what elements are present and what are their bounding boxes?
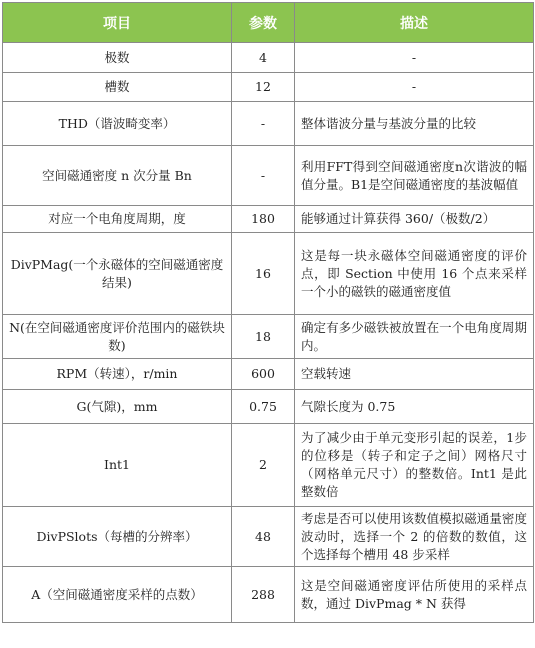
row-name: 槽数 [3, 73, 232, 102]
row-description: 利用FFT得到空间磁通密度n次谐波的幅值分量。B1是空间磁通密度的基波幅值 [295, 146, 534, 206]
row-description: 这是每一块永磁体空间磁通密度的评价点，即 Section 中使用 16 个点来采样一个小的磁铁的磁通密度值 [295, 233, 534, 315]
row-description: 考虑是否可以使用该数值模拟磁通量密度波动时，选择一个 2 的倍数的数值，这个选择每个槽用 48 步采样 [295, 507, 534, 567]
header-item: 项目 [3, 3, 232, 43]
row-name: DivPSlots（每槽的分辨率） [3, 507, 232, 567]
row-name: 空间磁通密度 n 次分量 Bn [3, 146, 232, 206]
row-value: 4 [232, 43, 295, 73]
row-name: Int1 [3, 424, 232, 507]
table-row [3, 359, 534, 390]
row-name: DivPMag(一个永磁体的空间磁通密度结果) [3, 233, 232, 315]
table-row [3, 390, 534, 424]
row-value: 18 [232, 315, 295, 359]
row-name: A（空间磁通密度采样的点数） [3, 567, 232, 623]
row-name: G(气隙)，mm [3, 390, 232, 424]
table-row [3, 424, 534, 507]
header-description: 描述 [295, 3, 534, 43]
table-row [3, 43, 534, 73]
row-value: 0.75 [232, 390, 295, 424]
table-row [3, 102, 534, 146]
row-value: 48 [232, 507, 295, 567]
row-value: 600 [232, 359, 295, 390]
parameter-table [2, 2, 534, 623]
row-description: 能够通过计算获得 360/（极数/2） [295, 206, 534, 233]
header-parameter: 参数 [232, 3, 295, 43]
row-name: 对应一个电角度周期，度 [3, 206, 232, 233]
row-description: 整体谐波分量与基波分量的比较 [295, 102, 534, 146]
row-value: - [232, 146, 295, 206]
row-value: 288 [232, 567, 295, 623]
table-row [3, 73, 534, 102]
row-description: 确定有多少磁铁被放置在一个电角度周期内。 [295, 315, 534, 359]
row-name: THD（谐波畸变率） [3, 102, 232, 146]
row-name: RPM（转速），r/min [3, 359, 232, 390]
table-row [3, 206, 534, 233]
row-description: 这是空间磁通密度评估所使用的采样点数，通过 DivPmag * N 获得 [295, 567, 534, 623]
row-value: 12 [232, 73, 295, 102]
row-name: 极数 [3, 43, 232, 73]
table-row [3, 567, 534, 623]
row-value: 2 [232, 424, 295, 507]
row-description: - [295, 43, 534, 73]
row-description: - [295, 73, 534, 102]
table-row [3, 233, 534, 315]
row-value: 16 [232, 233, 295, 315]
table-row [3, 146, 534, 206]
header-row [3, 3, 534, 43]
table-row [3, 507, 534, 567]
row-value: 180 [232, 206, 295, 233]
row-name: N(在空间磁通密度评价范围内的磁铁块数) [3, 315, 232, 359]
table-row [3, 315, 534, 359]
row-description: 空载转速 [295, 359, 534, 390]
row-description: 气隙长度为 0.75 [295, 390, 534, 424]
row-value: - [232, 102, 295, 146]
row-description: 为了减少由于单元变形引起的误差，1步的位移是（转子和定子之间）网格尺寸（网格单元尺寸）的整数倍。Int1 是此整数倍 [295, 424, 534, 507]
